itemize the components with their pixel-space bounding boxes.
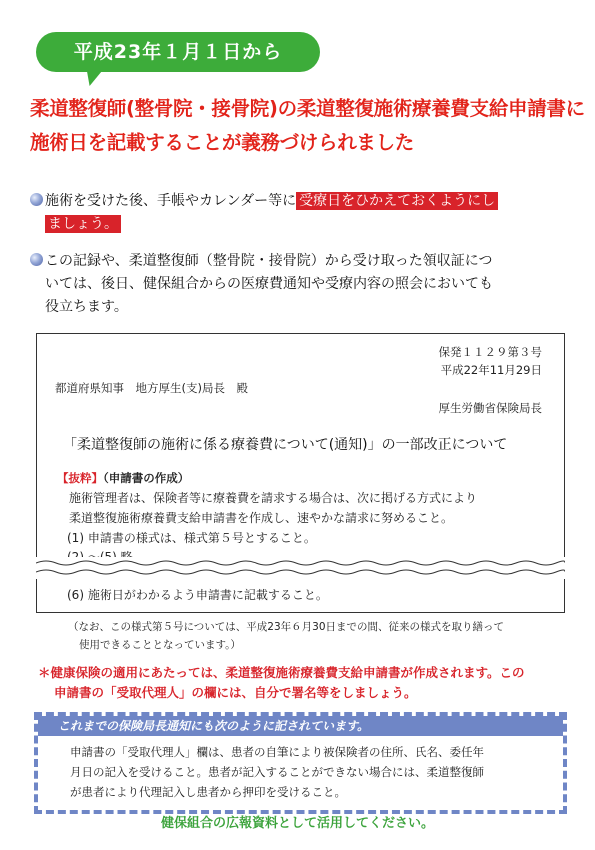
bullet-ball-icon bbox=[30, 193, 43, 206]
excerpt-sub: （申請書の作成） bbox=[103, 471, 190, 485]
insurance-note-line: ＊健康保険の適用にあたっては、柔道整復施術療養費支給申請書が作成されます。この bbox=[38, 665, 525, 680]
bullet-text: この記録や、柔道整復師（整骨院・接骨院）から受け取った領収証につ bbox=[45, 253, 493, 269]
notice-number: 保発１１２９第３号 bbox=[438, 345, 542, 359]
headline bbox=[30, 92, 585, 160]
excerpt-label: 【抜粋】 bbox=[57, 471, 103, 485]
notice-line: 柔道整復施術療養費支給申請書を作成し、速やかな請求に努めること。 bbox=[69, 511, 454, 525]
notice-date: 平成22年11月29日 bbox=[440, 363, 542, 377]
highlight-text: 受療日をひかえておくようにし bbox=[296, 192, 498, 210]
notice-line: (1) 申請書の様式は、様式第５号とすること。 bbox=[67, 531, 316, 545]
notice-line: (6) 施術日がわかるよう申請書に記載すること。 bbox=[67, 588, 328, 602]
bullet-text: 施術を受けた後、手帳やカレンダー等に bbox=[45, 193, 297, 209]
excerpt-heading bbox=[57, 470, 189, 486]
torn-paper-divider bbox=[36, 557, 565, 579]
bullet-receipts bbox=[30, 250, 570, 319]
bureau-notice-box bbox=[34, 712, 567, 814]
bullet-ball-icon bbox=[30, 253, 43, 266]
insurance-note bbox=[38, 663, 568, 703]
bureau-notice-line: が患者により代理記入し患者から押印を受けること。 bbox=[70, 785, 346, 799]
notice-title: 「柔道整復師の施術に係る療養費について(通知)」の一部改正について bbox=[63, 437, 508, 453]
footnote-line: （なお、この様式第５号については、平成23年６月30日までの間、従来の様式を取り繕って bbox=[68, 621, 505, 633]
bullet-text: 役立ちます。 bbox=[45, 299, 128, 315]
headline-line-1: 柔道整復師(整骨院・接骨院)の柔道整復施術療養費支給申請書に bbox=[30, 97, 585, 120]
notice-line: (2) ～(5) 略 bbox=[67, 550, 133, 564]
notice-line: 施術管理者は、保険者等に療養費を請求する場合は、次に掲げる方式により bbox=[69, 491, 478, 505]
bullet-text: いては、後日、健保組合からの医療費通知や受療内容の照会においても bbox=[45, 276, 493, 292]
highlight-text: ましょう。 bbox=[45, 215, 121, 233]
bureau-notice-body bbox=[70, 742, 484, 802]
bureau-notice-line: 月日の記入を受けること。患者が記入することができない場合には、柔道整復師 bbox=[70, 765, 484, 779]
bureau-notice-caption: これまでの保険局長通知にも次のように記されています。 bbox=[38, 716, 563, 736]
bullet-record-dates bbox=[30, 190, 570, 236]
bureau-notice-line: 申請書の「受取代理人」欄は、患者の自筆により被保険者の住所、氏名、委任年 bbox=[70, 745, 484, 759]
footer-message: 健保組合の広報資料として活用してください。 bbox=[160, 816, 434, 831]
headline-line-2: 施術日を記載することが義務づけられました bbox=[30, 131, 415, 154]
notice-addressee: 都道府県知事 地方厚生(支)局長 殿 bbox=[55, 381, 248, 395]
footnote bbox=[68, 618, 504, 654]
notice-box bbox=[36, 333, 565, 613]
footnote-line: 使用できることとなっています。） bbox=[79, 639, 241, 651]
date-badge: 平成23年１月１日から bbox=[36, 32, 320, 72]
badge-pointer bbox=[82, 68, 105, 86]
notice-sender: 厚生労働省保険局長 bbox=[438, 401, 542, 415]
insurance-note-line: 申請書の「受取代理人」の欄には、自分で署名等をしましょう。 bbox=[54, 685, 417, 700]
